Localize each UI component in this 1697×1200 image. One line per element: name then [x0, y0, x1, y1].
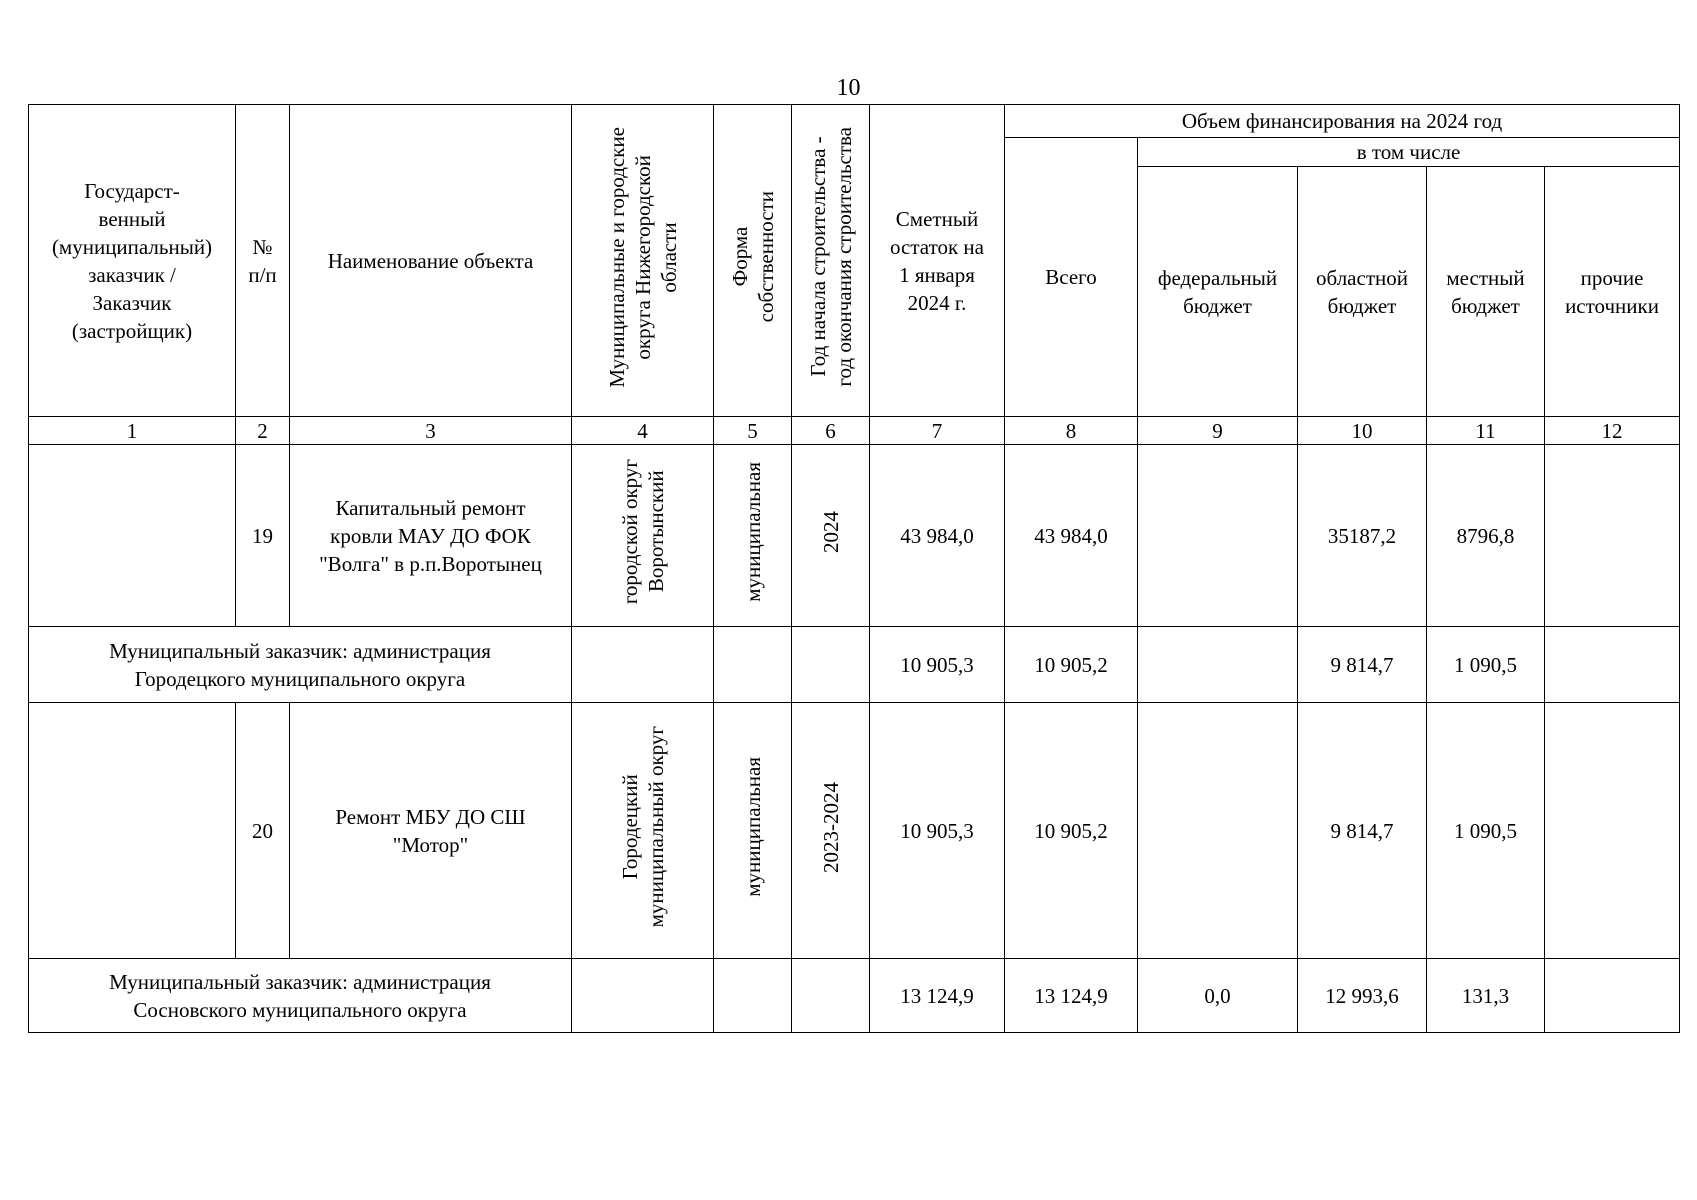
column-number: 7 [870, 417, 1005, 445]
years: 2024 [792, 445, 870, 627]
empty-cell [714, 959, 792, 1033]
regional: 9 814,7 [1298, 703, 1427, 959]
header-number: № п/п [236, 105, 290, 417]
years: 2023-2024 [792, 703, 870, 959]
local: 8796,8 [1427, 445, 1545, 627]
total: 13 124,9 [1005, 959, 1138, 1033]
column-number: 9 [1138, 417, 1298, 445]
customer-subtotal-row [29, 959, 1680, 1033]
customer-label: Муниципальный заказчик: администрация Городецкого муниципального округа [29, 627, 572, 703]
regional: 9 814,7 [1298, 627, 1427, 703]
customer-subtotal-row [29, 627, 1680, 703]
total: 43 984,0 [1005, 445, 1138, 627]
row-number: 19 [236, 445, 290, 627]
object-name: Капитальный ремонт кровли МАУ ДО ФОК "Волга" в р.п.Воротынец [290, 445, 572, 627]
table-row [29, 703, 1680, 959]
table-row [29, 445, 1680, 627]
column-number: 5 [714, 417, 792, 445]
federal [1138, 445, 1298, 627]
page-number: 10 [836, 75, 861, 101]
empty-cell [572, 959, 714, 1033]
regional: 35187,2 [1298, 445, 1427, 627]
header-federal: федеральный бюджет [1138, 167, 1298, 417]
header-customer: Государст- венный (муниципальный) заказчик / Заказчик (застройщик) [29, 105, 236, 417]
column-number: 10 [1298, 417, 1427, 445]
other [1545, 627, 1680, 703]
total: 10 905,2 [1005, 627, 1138, 703]
column-number: 12 [1545, 417, 1680, 445]
header-including: в том числе [1138, 138, 1680, 167]
object-name: Ремонт МБУ ДО СШ "Мотор" [290, 703, 572, 959]
remaining: 10 905,3 [870, 627, 1005, 703]
column-number: 6 [792, 417, 870, 445]
municipality: Городецкий муниципальный округ [572, 703, 714, 959]
row-number: 20 [236, 703, 290, 959]
empty-cell [792, 627, 870, 703]
remaining: 43 984,0 [870, 445, 1005, 627]
header-remaining: Сметный остаток на 1 января 2024 г. [870, 105, 1005, 417]
column-number: 1 [29, 417, 236, 445]
customer-cell [29, 445, 236, 627]
header-financing: Объем финансирования на 2024 год [1005, 105, 1680, 138]
customer-label: Муниципальный заказчик: администрация Сосновского муниципального округа [29, 959, 572, 1033]
header-local: местный бюджет [1427, 167, 1545, 417]
column-number: 8 [1005, 417, 1138, 445]
customer-cell [29, 703, 236, 959]
federal [1138, 703, 1298, 959]
ownership: муниципальная [714, 445, 792, 627]
header-object-name: Наименование объекта [290, 105, 572, 417]
federal: 0,0 [1138, 959, 1298, 1033]
column-numbers-row [29, 417, 1680, 445]
total: 10 905,2 [1005, 703, 1138, 959]
empty-cell [792, 959, 870, 1033]
regional: 12 993,6 [1298, 959, 1427, 1033]
ownership: муниципальная [714, 703, 792, 959]
header-ownership: Форма собственности [714, 105, 792, 417]
local: 1 090,5 [1427, 703, 1545, 959]
header-other: прочие источники [1545, 167, 1680, 417]
header-row-1 [29, 105, 1680, 138]
municipality: городской округ Воротынский [572, 445, 714, 627]
remaining: 13 124,9 [870, 959, 1005, 1033]
other [1545, 703, 1680, 959]
header-municipality: Муниципальные и городские округа Нижегородской области [572, 105, 714, 417]
empty-cell [572, 627, 714, 703]
empty-cell [714, 627, 792, 703]
column-number: 11 [1427, 417, 1545, 445]
other [1545, 445, 1680, 627]
column-number: 3 [290, 417, 572, 445]
federal [1138, 627, 1298, 703]
other [1545, 959, 1680, 1033]
local: 1 090,5 [1427, 627, 1545, 703]
local: 131,3 [1427, 959, 1545, 1033]
column-number: 4 [572, 417, 714, 445]
header-regional: областной бюджет [1298, 167, 1427, 417]
header-years: Год начала строительства - год окончания строительства [792, 105, 870, 417]
column-number: 2 [236, 417, 290, 445]
remaining: 10 905,3 [870, 703, 1005, 959]
financing-table [28, 104, 1680, 1033]
header-total: Всего [1005, 138, 1138, 417]
